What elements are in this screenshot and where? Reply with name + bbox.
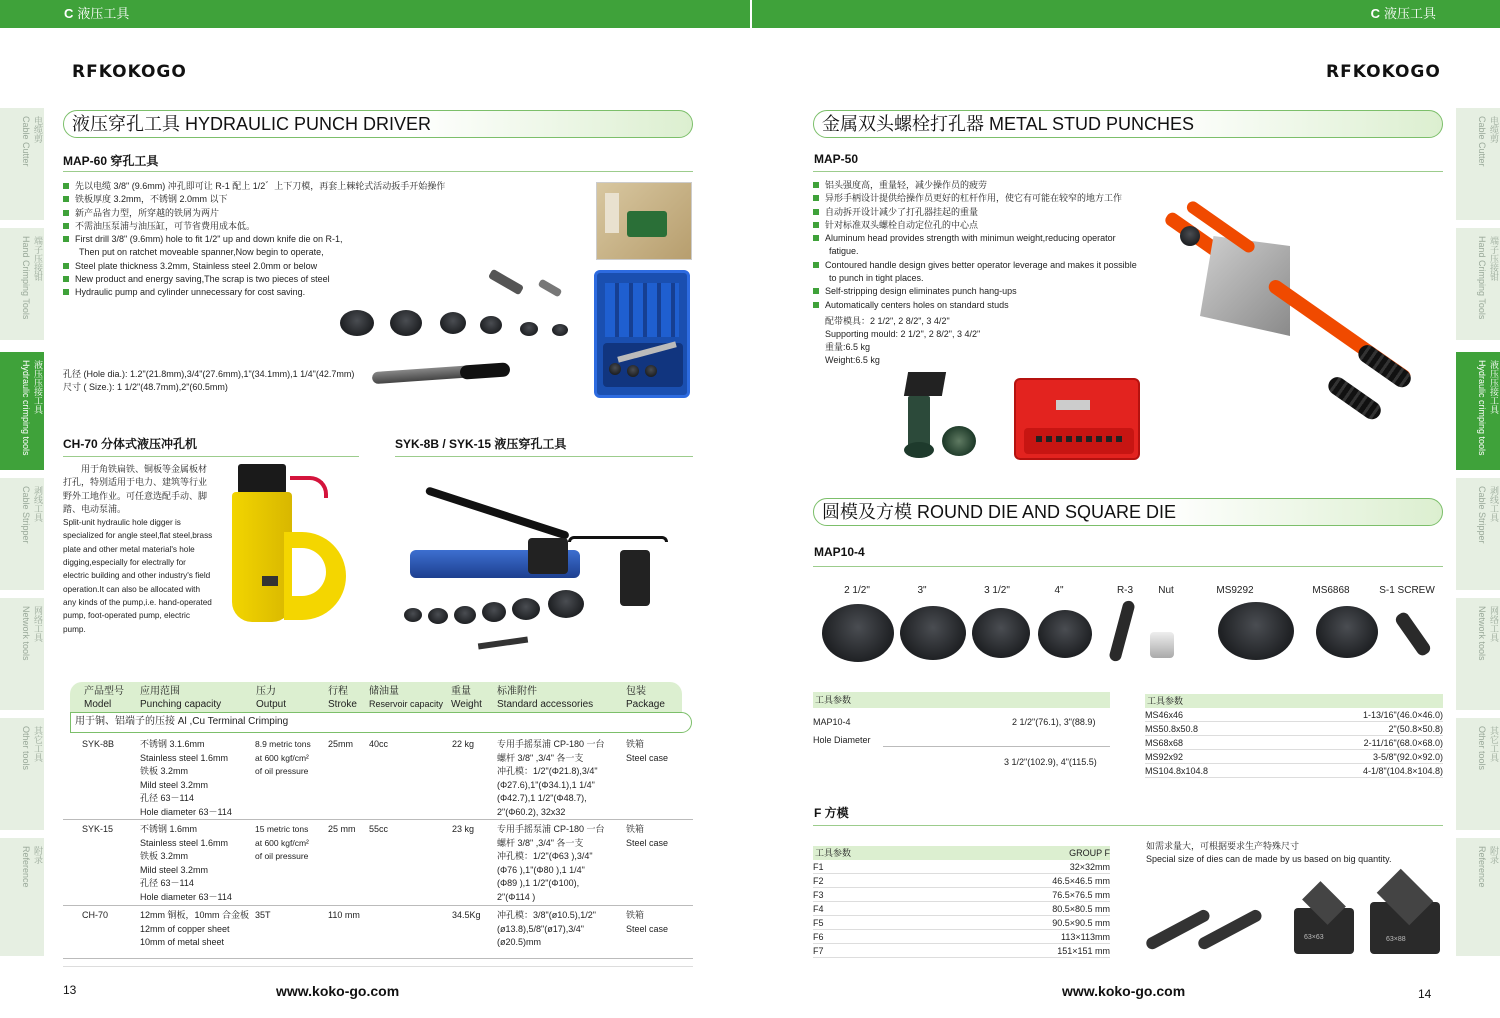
ms-label: MS68x68 <box>1145 738 1184 748</box>
table-cell-package: 铁箱 Steel case <box>626 910 669 934</box>
map50-title: MAP-50 <box>814 152 859 166</box>
square-die-ms6868 <box>1316 606 1378 658</box>
col-output <box>256 685 286 711</box>
table-cell-weight: 34.5Kg <box>452 910 481 920</box>
list-item: 先以电缆 3/8" (9.6mm) 冲孔即可让 R-1 配上 1/2゛上下刀模，再套上棘轮式活动扳手开始操作 <box>63 180 483 193</box>
col-model <box>84 685 124 711</box>
ch70-product-image <box>228 462 360 632</box>
params-value: 3 1/2"(102.9), 4"(115.5) <box>1004 757 1097 767</box>
table-cell-stroke: 110 mm <box>328 910 360 920</box>
map60-kit-case-image <box>594 270 690 398</box>
header-badge-right: C <box>1370 6 1380 21</box>
map10-title: MAP10-4 <box>814 545 865 559</box>
map60-hole-diameter: 孔径 (Hole dia.): 1.2"(21.8mm),3/4"(27.6mm),1"(34.1mm),1 1/4"(42.7mm) <box>63 369 355 379</box>
list-item: Automatically centers holes on standard studs <box>813 299 1153 312</box>
die-label: R-3 <box>1116 585 1134 596</box>
side-tab-cable-stripper[interactable]: 剥线工具 Cable Stripper <box>0 478 44 590</box>
col-accessories-cn: 标准附件 <box>497 686 537 697</box>
side-tab-other-tools[interactable]: 其它工具 Other tools <box>0 718 44 830</box>
round-die-2-5 <box>822 604 894 662</box>
table-row <box>813 944 1110 958</box>
die-label: MS6868 <box>1312 585 1350 596</box>
side-tab-cable-cutter[interactable]: 电缆剪 Cable Cutter <box>0 108 44 220</box>
f-label: F1 <box>813 862 824 872</box>
table-row <box>1145 750 1443 764</box>
side-tab-reference[interactable]: 附录 Reference <box>0 838 44 956</box>
table-row <box>813 916 1110 930</box>
params-value: 2 1/2"(76.1), 3"(88.9) <box>1012 717 1096 727</box>
side-tab-network-tools-r[interactable]: 网络工具 Network tools <box>1456 598 1500 710</box>
f-label: F6 <box>813 932 824 942</box>
map60-punch-dies-image <box>340 272 580 392</box>
params-label: MAP10-4 <box>813 717 851 727</box>
section-title-punch-driver: 液压穿孔工具 HYDRAULIC PUNCH DRIVER <box>63 110 693 138</box>
die-label: 3 1/2" <box>984 585 1010 596</box>
col-stroke <box>328 685 357 711</box>
map50-tool-image <box>1140 186 1440 416</box>
col-weight <box>451 685 482 711</box>
table-cell-reservoir: 55cc <box>369 824 389 834</box>
table-row-divider <box>63 819 693 820</box>
col-reservoir <box>369 685 443 711</box>
table-row <box>1145 708 1443 722</box>
list-item: Contoured handle design gives better operator leverage and makes it possible <box>813 259 1153 272</box>
fdie-title: F 方模 <box>814 806 849 820</box>
col-output-en: Output <box>256 699 287 710</box>
col-stroke-en: Stroke <box>328 699 357 710</box>
map50-specs <box>825 315 980 367</box>
f-label: F2 <box>813 876 824 886</box>
fdie-params-title: 工具参数 <box>815 848 852 858</box>
s1-screw <box>1394 610 1433 657</box>
table-cell-package: 铁箱 Steel case <box>626 824 669 848</box>
table-cell-stroke: 25 mm <box>328 824 356 834</box>
table-cell-model: SYK-15 <box>82 824 114 834</box>
map60-rule <box>63 171 693 172</box>
ms-label: MS50.8x50.8 <box>1145 724 1199 734</box>
table-cell-capacity: 不锈钢 1.6mm Stainless steel 1.6mm 铁板 3.2mm Mild steel 3.2mm 孔径 63－114 Hole diameter 63－114 <box>140 824 232 902</box>
table-row <box>813 888 1110 902</box>
die-label: 2 1/2" <box>844 585 870 596</box>
syk-rule <box>395 456 693 457</box>
list-item: 不需油压泵浦与油压缸，可节省费用成本低。 <box>63 220 483 233</box>
f-value: 80.5×80.5 mm <box>1052 904 1110 914</box>
table-row <box>813 860 1110 874</box>
table-row <box>813 874 1110 888</box>
col-accessories <box>497 685 593 711</box>
map60-usage-photo <box>596 182 692 260</box>
col-model-cn: 产品型号 <box>84 686 124 697</box>
die-mark: 63×88 <box>1386 936 1406 943</box>
col-package-cn: 包装 <box>626 686 646 697</box>
fdie-square-die-1 <box>1290 886 1358 956</box>
side-tab-hand-crimping-r[interactable]: 端子压接钳 Hand Crimping Tools <box>1456 228 1500 340</box>
map50-kit-case-image <box>1014 378 1140 460</box>
col-weight-en: Weight <box>451 699 482 710</box>
spec-table-header <box>70 682 682 712</box>
fdie-note-en: Special size of dies can de made by us based on big quantity. <box>1146 854 1392 864</box>
params2-title: 工具参数 <box>1145 694 1443 708</box>
map10-rule <box>813 566 1443 567</box>
brand-logo-right: RFKOKOGO <box>1326 62 1441 82</box>
table-cell-accessories: 冲孔模：3/8"(ø10.5),1/2" (ø13.8),5/8"(ø17),3/4" (ø20.5)mm <box>497 910 596 947</box>
side-tab-network-tools[interactable]: 网络工具 Network tools <box>0 598 44 710</box>
table-cell-output: 8.9 metric tons at 600 kgf/cm² of oil pressure <box>255 739 311 776</box>
round-die-3-5 <box>972 608 1030 658</box>
list-item: Then put on ratchet moveable spanner,Now begin to operate, <box>79 247 324 258</box>
side-tab-hydraulic-crimping[interactable]: 液压压接工具 Hydraulic crimping tools <box>0 352 44 470</box>
side-tab-reference-r[interactable]: 附录 Reference <box>1456 838 1500 956</box>
table-row-divider <box>63 905 693 906</box>
table-row <box>1145 736 1443 750</box>
list-item: 铁板厚度 3.2mm，不锈钢 2.0mm 以下 <box>63 193 483 206</box>
col-weight-cn: 重量 <box>451 686 471 697</box>
side-tab-cable-stripper-r[interactable]: 剥线工具 Cable Stripper <box>1456 478 1500 590</box>
f-label: F7 <box>813 946 824 956</box>
f-value: 46.5×46.5 mm <box>1052 876 1110 886</box>
round-die-4 <box>1038 610 1092 658</box>
side-tab-other-tools-r[interactable]: 其它工具 Other tools <box>1456 718 1500 830</box>
col-capacity-en: Punching capacity <box>140 699 222 710</box>
list-item: 针对标准双头螺栓自动定位孔的中心点 <box>813 219 1153 232</box>
params-label: Hole Diameter <box>813 735 871 745</box>
nut <box>1150 632 1174 658</box>
table-cell-accessories: 专用手摇泵浦 CP-180 一台 螺杆 3/8" ,3/4" 各一支 冲孔模：1/2"(Φ63 ),3/4" (Φ76 ),1"(Φ80 ),1 1/4" (Φ89 ),1 1/2"(Φ100), 2"(Φ114 ) <box>497 824 605 902</box>
section-title-round-square-die: 圆模及方模 ROUND DIE AND SQUARE DIE <box>813 498 1443 526</box>
list-item: Steel plate thickness 3.2mm, Stainless steel 2.0mm or below <box>63 260 483 273</box>
params-title: 工具参数 <box>813 692 1110 708</box>
list-item: Self-stripping design eliminates punch hang-ups <box>813 285 1153 298</box>
map60-size: 尺寸 ( Size.): 1 1/2"(48.7mm),2"(60.5mm) <box>63 382 228 392</box>
syk-product-image <box>398 476 690 656</box>
table-cell-weight: 22 kg <box>452 739 475 749</box>
map50-rule <box>813 171 1443 172</box>
f-label: F3 <box>813 890 824 900</box>
table-row <box>1145 722 1443 736</box>
ch70-desc-cn: 用于角铁扁铁、铜板等金属板材打孔，特别适用于电力、建筑等行业野外工地作业。可任意选配手动、脚踏、电动泵浦。 <box>63 464 208 514</box>
table-cell-model: CH-70 <box>82 910 109 920</box>
page-number-right: 14 <box>1418 987 1432 1001</box>
table-cell-output: 15 metric tons at 600 kgf/cm² of oil pressure <box>255 824 309 861</box>
f-label: F5 <box>813 918 824 928</box>
table-cell-output: 35T <box>255 910 271 920</box>
map50-bullets <box>813 179 1153 312</box>
side-tab-cable-cutter-r[interactable]: 电缆剪 Cable Cutter <box>1456 108 1500 220</box>
list-item: New product and energy saving,The scrap is two pieces of steel <box>63 273 483 286</box>
die-label: MS9292 <box>1216 585 1254 596</box>
list-item: 铝头强度高，重量轻，减少操作员的疲劳 <box>813 179 1153 192</box>
ms-label: MS104.8x104.8 <box>1145 766 1209 776</box>
header-bar-left <box>0 0 750 28</box>
ch70-rule <box>63 456 359 457</box>
fdie-header <box>813 846 1110 860</box>
header-badge-left: C <box>64 6 74 21</box>
die-label: 3" <box>917 585 927 596</box>
fdie-square-die-2 <box>1368 876 1444 956</box>
ch70-desc-en: Split-unit hydraulic hole digger is specialized for angle steel,flat steel,brass plate and other metal material's hole digging,especially for electrally for electric building and other industry's field operation.It can also be allocated with any kinds of the pump,i.e. hand-operated pump, foot-operated pump, electric pump. <box>63 518 213 634</box>
col-capacity-cn: 应用范围 <box>140 686 180 697</box>
ms-value: 4-1/8"(104.8×104.8) <box>1362 766 1443 776</box>
ms-value: 3-5/8"(92.0×92.0) <box>1373 752 1443 762</box>
map50-spec-line: 重量:6.5 kg <box>825 342 871 352</box>
table-row-divider <box>63 958 693 959</box>
f-value: 113×113mm <box>1061 932 1110 942</box>
side-tab-hand-crimping[interactable]: 端子压接钳 Hand Crimping Tools <box>0 228 44 340</box>
fdie-rule <box>813 825 1443 826</box>
fdie-bolts-image <box>1145 910 1265 960</box>
r3-bar <box>1108 600 1136 663</box>
col-reservoir-en: Reservoir capacity <box>369 699 444 709</box>
list-item: 自动拆开设计减少了打孔器挂起的重量 <box>813 206 1153 219</box>
map50-spec-line: Supporting mould: 2 1/2", 2 8/2", 3 4/2" <box>825 329 981 339</box>
ch70-title: CH-70 分体式液压冲孔机 <box>63 437 198 451</box>
ms-label: MS92x92 <box>1145 752 1184 762</box>
ms-value: 2-11/16"(68.0×68.0) <box>1363 738 1443 748</box>
col-accessories-en: Standard accessories <box>497 699 594 710</box>
ms-params-table <box>1145 694 1443 778</box>
syk-title: SYK-8B / SYK-15 液压穿孔工具 <box>395 437 567 451</box>
fdie-group: GROUP F <box>1069 848 1110 858</box>
table-cell-capacity: 12mm 铜板，10mm 合金板 12mm of copper sheet 10mm of metal sheet <box>140 910 250 947</box>
ms-value: 2"(50.8×50.8) <box>1388 724 1443 734</box>
col-model-en: Model <box>84 699 112 710</box>
header-bar-right <box>752 0 1500 28</box>
die-label: 4" <box>1054 585 1064 596</box>
col-output-cn: 压力 <box>256 686 276 697</box>
ch70-description <box>63 463 213 636</box>
ms-value: 1-13/16"(46.0×46.0) <box>1362 710 1443 720</box>
list-item: 新产品省力型，所穿越的铁屑为两片 <box>63 207 483 220</box>
f-label: F4 <box>813 904 824 914</box>
round-die-3 <box>900 606 966 660</box>
table-cell-weight: 23 kg <box>452 824 475 834</box>
col-stroke-cn: 行程 <box>328 686 348 697</box>
f-value: 90.5×90.5 mm <box>1052 918 1110 928</box>
map60-title: MAP-60 穿孔工具 <box>63 154 159 168</box>
table-cell-model: SYK-8B <box>82 739 115 749</box>
f-value: 76.5×76.5 mm <box>1052 890 1110 900</box>
die-label: Nut <box>1158 585 1174 596</box>
col-capacity <box>140 685 221 711</box>
f-value: 151×151 mm <box>1057 946 1110 956</box>
list-item: First drill 3/8" (9.6mm) hole to fit 1/2" up and down knife die on R-1, <box>63 233 483 246</box>
list-item: Aluminum head provides strength with minimun weight,reducing operator <box>813 232 1153 245</box>
table-cell-stroke: 25mm <box>328 739 354 749</box>
col-package <box>626 685 665 711</box>
fdie-note-cn: 如需求量大，可根据要求生产特殊尺寸 <box>1146 841 1300 851</box>
square-die-ms9292 <box>1218 602 1294 660</box>
map10-params-table <box>813 692 1110 708</box>
header-title-right: 液压工具 <box>1383 6 1436 21</box>
section-title-stud-punches: 金属双头螺栓打孔器 METAL STUD PUNCHES <box>813 110 1443 138</box>
website-url-left[interactable]: www.koko-go.com <box>276 983 400 999</box>
table-cell-reservoir: 40cc <box>369 739 389 749</box>
map50-punch-image <box>900 372 984 464</box>
table-row <box>813 902 1110 916</box>
list-item: fatigue. <box>829 246 859 257</box>
ms-label: MS46x46 <box>1145 710 1184 720</box>
map50-spec-line: 配带模具：2 1/2", 2 8/2", 3 4/2" <box>825 316 950 326</box>
list-item: to punch in tight places. <box>829 273 924 284</box>
table-cell-package: 铁箱 Steel case <box>626 739 669 763</box>
f-value: 32×32mm <box>1069 862 1110 872</box>
spec-table-subheader: 用于铜、铝端子的压接 Al ,Cu Terminal Crimping <box>70 712 692 733</box>
brand-logo-left: RFKOKOGO <box>72 62 187 82</box>
header-title-left: 液压工具 <box>77 6 130 21</box>
page-number-left: 13 <box>63 983 77 997</box>
die-mark: 63×63 <box>1304 934 1324 941</box>
table-row <box>813 930 1110 944</box>
table-row <box>1145 764 1443 778</box>
col-package-en: Package <box>626 699 665 710</box>
fdie-table <box>813 846 1110 958</box>
die-label: S-1 SCREW <box>1379 585 1435 596</box>
params-divider <box>883 746 1110 747</box>
list-item: Hydraulic pump and cylinder unnecessary for cost saving. <box>63 286 483 299</box>
map50-spec-line: Weight:6.5 kg <box>825 355 880 365</box>
table-cell-capacity: 不锈钢 3.1.6mm Stainless steel 1.6mm 铁板 3.2mm Mild steel 3.2mm 孔径 63－114 Hole diameter 63－114 <box>140 739 232 817</box>
list-item: 异形手柄设计提供给操作员更好的杠杆作用，使它有可能在较窄的地方工作 <box>813 192 1153 205</box>
website-url-right[interactable]: www.koko-go.com <box>1062 983 1186 999</box>
table-row-divider <box>63 966 693 967</box>
side-tab-hydraulic-crimping-r[interactable]: 液压压接工具 Hydraulic crimping tools <box>1456 352 1500 470</box>
col-reservoir-cn: 储油量 <box>369 686 399 697</box>
table-cell-accessories: 专用手摇泵浦 CP-180 一台 螺杆 3/8" ,3/4" 各一支 冲孔模：1/2"(Φ21.8),3/4" (Φ27.6),1"(Φ34.1),1 1/4" (Φ42.7),1 1/2"(Φ48.7), 2"(Φ60.2), 32x32 <box>497 739 605 817</box>
